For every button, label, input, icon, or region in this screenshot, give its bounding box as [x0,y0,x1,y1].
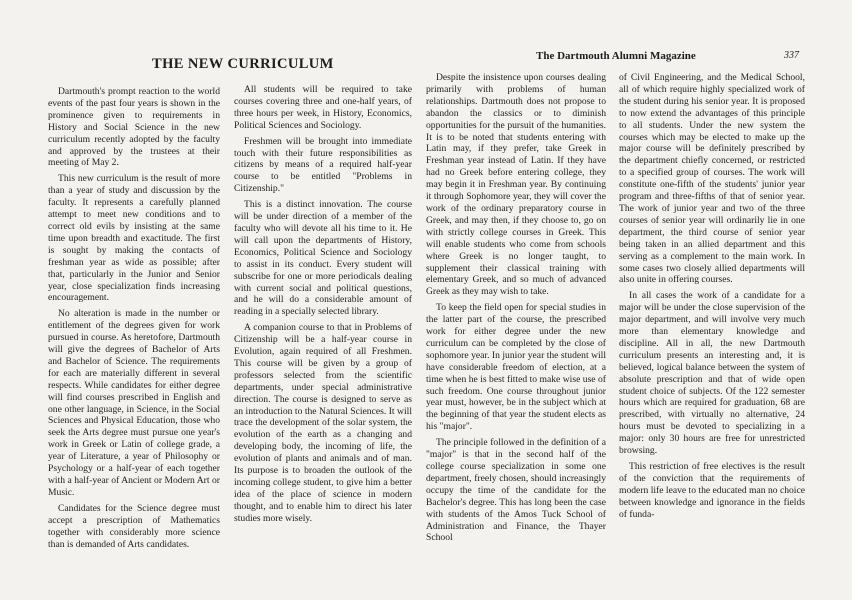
paragraph: No alteration is made in the number or entitlement of the degrees given for work pursued in course. As heretofore, Dartmouth will give the degrees of Bachelor of Arts and Bachelor of Science. The requirements for each are materially different in several respects. While candidates for either degree will find courses prescribed in English and one other language, in Science, in the Social Sciences and Physical Education, those who seek the Arts degree must pursue one year's work in Greek or Latin of college grade, a year of Literature, a year of Philosophy or Psychology or a half-year of each together with a half-year of Ancient or Modern Art or Music. [48,308,220,498]
paragraph: A companion course to that in Problems of Citizenship will be a half-year course in Evolution, again required of all Freshmen. This course will be given by a group of professors selected from the scientific departments, under special administrative direction. The course is designed to serve as an introduction to the Natural Sciences. It will trace the development of the solar system, the evolution of the earth as a changing and developing body, the incoming of life, the evolution of plants and animals and of man. Its purpose is to broaden the outlook of the incoming college student, to give him a better idea of the place of science in modern thought, and to enable him to direct his later studies more wisely. [234,322,412,524]
paragraph: This new curriculum is the result of more than a year of study and discussion by the faculty. It represents a carefully planned attempt to meet new conditions and to correct old evils by insisting at the same time upon breadth and exactitude. The first is sought by making the contacts of freshman year as wide as possible; after that, particularly in the Junior and Senior year, close specialization finds increasing encouragement. [48,173,220,304]
page-number: 337 [784,50,799,61]
paragraph: This is a distinct innovation. The course will be under direction of a member of the faculty who will devote all his time to it. He will call upon the departments of History, Economics, Political Science and Sociology to assist in its conduct. Every student will subscribe for one or more periodicals dealing with current social and political questions, and he will do a considerable amount of reading in a specially selected library. [234,199,412,318]
paragraph: Dartmouth's prompt reaction to the world events of the past four years is shown in the prominence given to requirements in History and Social Science in the new curriculum recently adopted by the faculty and approved by the trustees at their meeting of May 2. [48,86,220,169]
paragraph: Despite the insistence upon courses dealing primarily with problems of human relationships. Dartmouth does not propose to abandon the classics or to diminish opportunities for the pursuit of the humanities. It is to be noted that students entering with Latin may, if they prefer, take Greek in Freshman year instead of Latin. If they have had no Greek before entering college, they may begin it in Freshman year. By continuing it through Sophomore year, they will cover the work of the ordinary preparatory course in Greek, and may then, if they choose to, go on with strictly college courses in Greek. This will enable students who come from schools where Greek is no longer taught, to supplement their classical training with elementary Greek, and so much of advanced Greek as they may wish to take. [426,72,606,298]
paragraph: Candidates for the Science degree must accept a prescription of Mathematics together with considerably more science than is demanded of Arts candidates. [48,502,220,550]
paragraph: Freshmen will be brought into immediate touch with their future responsibilities as citizens by means of a required half-year course to be entitled "Problems in Citizenship." [234,135,412,195]
paragraph: This restriction of free electives is the result of the conviction that the requirements of modern life leave to the educated man no choice between knowledge and ignorance in the fields of funda- [619,461,805,520]
text-column-4 [619,72,805,525]
article-title: THE NEW CURRICULUM [152,56,334,72]
text-column-1 [48,86,220,554]
paragraph: All students will be required to take courses covering three and one-half years, of three hours per week, in History, Economics, Political Sciences and Sociology. [234,84,412,131]
text-column-3 [426,72,606,548]
text-column-2 [234,84,412,529]
paragraph: of Civil Engineering, and the Medical School, all of which require highly specialized work of the student during his senior year. It is proposed to now extend the advantages of this principle to all students. Under the new system the courses which may be elected to make up the major course will be definitely prescribed by the department chiefly concerned, or restricted to a specified group of courses. The work will constitute one-fifth of the students' junior year program and three-fifths of that of senior year. The work of junior year and two of the three courses of senior year will ordinarily lie in one department, the third course of senior year being taken in an allied department and this serving as a complement to the main work. In some cases two closely allied departments will also unite in offering courses. [619,72,805,286]
paragraph: To keep the field open for special studies in the latter part of the course, the prescribed work for either degree under the new curriculum can be completed by the close of sophomore year. In junior year the student will have considerable freedom of election, at a time when he is best fitted to make wise use of such freedom. One course throughout junior year must, however, be in the subject which at the beginning of that year the student elects as his "major". [426,302,606,433]
paragraph: In all cases the work of a candidate for a major will be under the close supervision of the major department, and will involve very much more than elementary knowledge and discipline. All in all, the new Dartmouth curriculum presents an interesting and, it is believed, logical balance between the system of absolute prescription and that of wide open student choice of subjects. Of the 122 semester hours which are required for graduation, 68 are prescribed, with virtually no alternative, 24 hours must be devoted to specializing in a major: only 30 hours are free for unrestricted browsing. [619,290,805,457]
paragraph: The principle followed in the definition of a "major" is that in the second half of the college course specialization in some one department, freely chosen, should increasingly occupy the time of the candidate for the Bachelor's degree. This has long been the case with students of the Amos Tuck School of Administration and Finance, the Thayer School [426,437,606,544]
running-head: The Dartmouth Alumni Magazine [536,50,696,62]
